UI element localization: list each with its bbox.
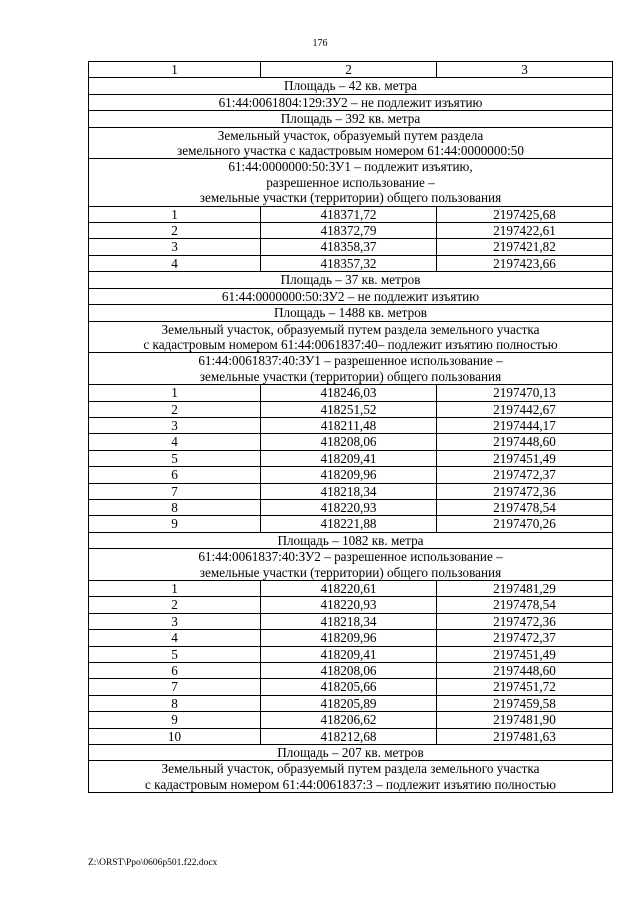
x-coordinate-cell: 418209,96 — [261, 467, 437, 483]
y-coordinate-cell: 2197472,37 — [437, 630, 613, 646]
merged-cell-line: разрешенное использование – — [266, 174, 435, 190]
table-row — [89, 223, 613, 239]
y-coordinate-cell: 2197478,54 — [437, 499, 613, 515]
merged-cell-line: Площадь – 1488 кв. метров — [273, 305, 428, 321]
header-cell-x: 2 — [261, 62, 437, 78]
x-coordinate-cell: 418209,41 — [261, 450, 437, 466]
x-coordinate-cell: 418246,03 — [261, 385, 437, 401]
merged-cell — [89, 127, 613, 159]
point-number-cell: 1 — [89, 206, 261, 222]
table-merged-row — [89, 532, 613, 548]
merged-cell-line: Площадь – 1082 кв. метра — [277, 532, 424, 548]
point-number-cell: 7 — [89, 483, 261, 499]
merged-cell-line: земельные участки (территории) общего пользования — [199, 564, 502, 580]
y-coordinate-cell: 2197451,72 — [437, 679, 613, 695]
y-coordinate-cell: 2197444,17 — [437, 417, 613, 433]
point-number-cell: 3 — [89, 417, 261, 433]
x-coordinate-cell: 418372,79 — [261, 223, 437, 239]
y-coordinate-cell: 2197448,60 — [437, 434, 613, 450]
merged-cell — [89, 272, 613, 288]
table-row — [89, 516, 613, 532]
merged-cell-line: земельного участка с кадастровым номером 61:44:0000000:50 — [177, 143, 524, 159]
table-row — [89, 206, 613, 222]
y-coordinate-cell: 2197472,37 — [437, 467, 613, 483]
header-cell-y: 3 — [437, 62, 613, 78]
y-coordinate-cell: 2197421,82 — [437, 239, 613, 255]
page-number: 176 — [312, 38, 328, 49]
x-coordinate-cell: 418220,61 — [261, 581, 437, 597]
table-merged-row — [89, 305, 613, 321]
point-number-cell: 6 — [89, 663, 261, 679]
table-merged-row — [89, 111, 613, 127]
table-row — [89, 712, 613, 728]
merged-cell-line: с кадастровым номером 61:44:0061837:3 – подлежит изъятию полностью — [144, 776, 556, 792]
coordinates-table-body — [89, 62, 613, 793]
table-merged-row — [89, 272, 613, 288]
merged-cell — [89, 761, 613, 793]
x-coordinate-cell: 418212,68 — [261, 728, 437, 744]
merged-cell — [89, 321, 613, 353]
point-number-cell: 8 — [89, 499, 261, 515]
y-coordinate-cell: 2197481,29 — [437, 581, 613, 597]
point-number-cell: 9 — [89, 712, 261, 728]
point-number-cell: 5 — [89, 450, 261, 466]
table-row — [89, 434, 613, 450]
table-merged-row — [89, 321, 613, 353]
table-merged-row — [89, 159, 613, 206]
table-row — [89, 695, 613, 711]
merged-cell-line: 61:44:0000000:50:ЗУ1 – подлежит изъятию, — [228, 159, 473, 175]
merged-cell — [89, 305, 613, 321]
table-merged-row — [89, 353, 613, 385]
merged-cell-line: земельные участки (территории) общего пользования — [199, 368, 502, 384]
x-coordinate-cell: 418206,62 — [261, 712, 437, 728]
x-coordinate-cell: 418205,89 — [261, 695, 437, 711]
point-number-cell: 9 — [89, 516, 261, 532]
table-merged-row — [89, 288, 613, 304]
merged-cell — [89, 111, 613, 127]
y-coordinate-cell: 2197481,90 — [437, 712, 613, 728]
x-coordinate-cell: 418205,66 — [261, 679, 437, 695]
y-coordinate-cell: 2197470,13 — [437, 385, 613, 401]
point-number-cell: 4 — [89, 630, 261, 646]
table-row — [89, 728, 613, 744]
table-merged-row — [89, 761, 613, 793]
y-coordinate-cell: 2197425,68 — [437, 206, 613, 222]
table-row — [89, 679, 613, 695]
point-number-cell: 3 — [89, 613, 261, 629]
point-number-cell: 8 — [89, 695, 261, 711]
table-row — [89, 613, 613, 629]
x-coordinate-cell: 418220,93 — [261, 597, 437, 613]
merged-cell-line: 61:44:0061837:40:ЗУ2 – разрешенное использование – — [198, 549, 503, 565]
table-row — [89, 239, 613, 255]
x-coordinate-cell: 418209,96 — [261, 630, 437, 646]
merged-cell — [89, 94, 613, 110]
x-coordinate-cell: 418208,06 — [261, 663, 437, 679]
point-number-cell: 3 — [89, 239, 261, 255]
x-coordinate-cell: 418218,34 — [261, 483, 437, 499]
header-cell-point: 1 — [89, 62, 261, 78]
y-coordinate-cell: 2197448,60 — [437, 663, 613, 679]
merged-cell-line: Площадь – 37 кв. метров — [280, 272, 421, 288]
point-number-cell: 6 — [89, 467, 261, 483]
y-coordinate-cell: 2197472,36 — [437, 613, 613, 629]
point-number-cell: 7 — [89, 679, 261, 695]
table-row — [89, 581, 613, 597]
table-merged-row — [89, 745, 613, 761]
table-row — [89, 597, 613, 613]
merged-cell-line: Земельный участок, образуемый путем раздела — [217, 127, 484, 143]
merged-cell — [89, 353, 613, 385]
x-coordinate-cell: 418357,32 — [261, 255, 437, 271]
y-coordinate-cell: 2197481,63 — [437, 728, 613, 744]
x-coordinate-cell: 418371,72 — [261, 206, 437, 222]
x-coordinate-cell: 418208,06 — [261, 434, 437, 450]
merged-cell-line: 61:44:0061837:40:ЗУ1 – разрешенное использование – — [198, 353, 503, 369]
y-coordinate-cell: 2197451,49 — [437, 450, 613, 466]
point-number-cell: 4 — [89, 255, 261, 271]
table-row — [89, 467, 613, 483]
x-coordinate-cell: 418218,34 — [261, 613, 437, 629]
merged-cell-line: Площадь – 207 кв. метров — [277, 745, 424, 761]
document-file-path: Z:\ORST\Ppo\0606p501.f22.docx — [88, 858, 218, 868]
point-number-cell: 2 — [89, 401, 261, 417]
table-merged-row — [89, 127, 613, 159]
table-row — [89, 255, 613, 271]
table-merged-row — [89, 94, 613, 110]
y-coordinate-cell: 2197442,67 — [437, 401, 613, 417]
table-merged-row — [89, 549, 613, 581]
merged-cell-line: земельные участки (территории) общего пользования — [199, 190, 502, 206]
table-header-row — [89, 62, 613, 78]
point-number-cell: 5 — [89, 646, 261, 662]
point-number-cell: 1 — [89, 385, 261, 401]
y-coordinate-cell: 2197423,66 — [437, 255, 613, 271]
y-coordinate-cell: 2197422,61 — [437, 223, 613, 239]
table-row — [89, 417, 613, 433]
table-row — [89, 630, 613, 646]
x-coordinate-cell: 418220,93 — [261, 499, 437, 515]
point-number-cell: 2 — [89, 597, 261, 613]
x-coordinate-cell: 418251,52 — [261, 401, 437, 417]
x-coordinate-cell: 418358,37 — [261, 239, 437, 255]
table-row — [89, 646, 613, 662]
merged-cell-line: Земельный участок, образуемый путем раздела земельного участка — [161, 321, 540, 337]
table-row — [89, 401, 613, 417]
table-row — [89, 663, 613, 679]
y-coordinate-cell: 2197478,54 — [437, 597, 613, 613]
merged-cell — [89, 159, 613, 206]
y-coordinate-cell: 2197459,58 — [437, 695, 613, 711]
merged-cell — [89, 288, 613, 304]
x-coordinate-cell: 418211,48 — [261, 417, 437, 433]
merged-cell — [89, 745, 613, 761]
merged-cell-line: 61:44:0000000:50:ЗУ2 – не подлежит изъятию — [221, 288, 480, 304]
merged-cell — [89, 532, 613, 548]
table-row — [89, 483, 613, 499]
point-number-cell: 4 — [89, 434, 261, 450]
coordinates-table — [88, 61, 613, 793]
merged-cell-line: с кадастровым номером 61:44:0061837:40– подлежит изъятию полностью — [143, 336, 558, 352]
merged-cell-line: 61:44:0061804:129:ЗУ2 – не подлежит изъятию — [218, 94, 483, 110]
y-coordinate-cell: 2197451,49 — [437, 646, 613, 662]
y-coordinate-cell: 2197470,26 — [437, 516, 613, 532]
table-row — [89, 499, 613, 515]
table-row — [89, 385, 613, 401]
merged-cell — [89, 78, 613, 94]
x-coordinate-cell: 418209,41 — [261, 646, 437, 662]
table-row — [89, 450, 613, 466]
table-merged-row — [89, 78, 613, 94]
merged-cell-line: Земельный участок, образуемый путем раздела земельного участка — [161, 761, 540, 777]
merged-cell-line: Площадь – 42 кв. метра — [284, 78, 417, 94]
point-number-cell: 10 — [89, 728, 261, 744]
y-coordinate-cell: 2197472,36 — [437, 483, 613, 499]
x-coordinate-cell: 418221,88 — [261, 516, 437, 532]
merged-cell-line: Площадь – 392 кв. метра — [280, 111, 421, 127]
point-number-cell: 1 — [89, 581, 261, 597]
merged-cell — [89, 549, 613, 581]
point-number-cell: 2 — [89, 223, 261, 239]
